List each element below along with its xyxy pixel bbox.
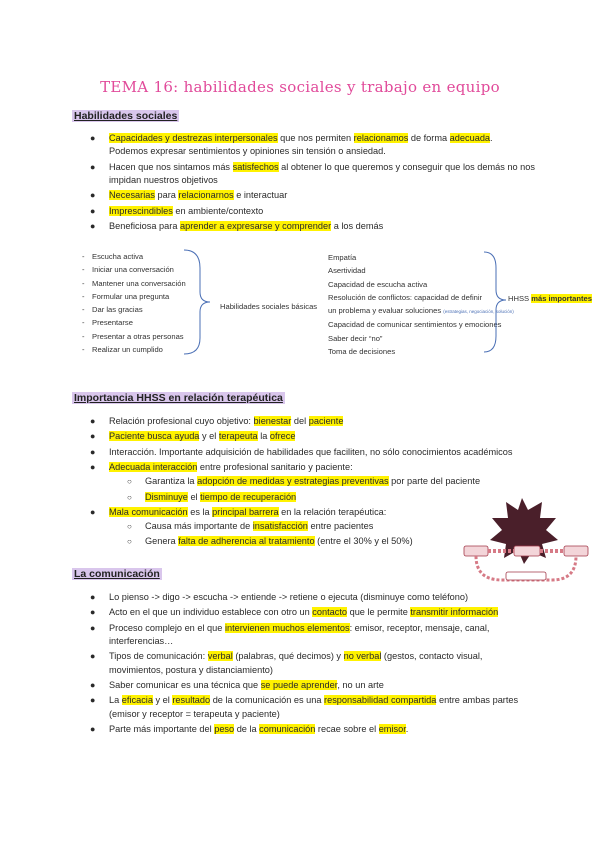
bullets-comunicacion	[90, 591, 534, 738]
list-item: - Dar las gracias	[82, 305, 143, 315]
list-item: ● Necesarias para relacionarnos e interactuar	[90, 190, 288, 201]
list-item: Empatía	[328, 253, 357, 262]
left-brace-icon	[180, 248, 220, 358]
list-item: Saber decir “no”	[328, 333, 383, 343]
basic-skills-list	[82, 250, 186, 356]
list-item: ○ Causa más importante de insatisfacción entre pacientes	[127, 521, 374, 532]
list-item: ● Relación profesional cuyo objetivo: bienestar del paciente	[90, 416, 344, 426]
section-heading-comunicacion: La comunicación	[74, 568, 160, 580]
basic-skills-label: Habilidades sociales básicas	[220, 302, 318, 311]
list-item: ○ Garantiza la adopción de medidas y estrategias preventivas por parte del paciente	[127, 476, 481, 487]
list-item: ● Imprescindibles en ambiente/contexto	[90, 205, 264, 216]
list-item: ● Acto en el que un individuo establece con otro un contacto que le permite transmitir información	[90, 607, 499, 618]
list-item: - Mantener una conversación	[82, 278, 186, 288]
list-item: ● Lo pienso -> digo -> escucha -> entiende -> retiene o ejecuta (disminuye como teléfono)	[90, 592, 469, 602]
list-item: ● Interacción. Importante adquisición de habilidades que faciliten, no sólo conocimientos académicos	[90, 446, 513, 457]
list-item: ● Mala comunicación es la principal barrera en la relación terapéutica: ○ Causa más importante de insatisfacción entre pacientes ○ Genera falta de adherencia al tratamiento (entre el 30% y el 50%)	[109, 506, 549, 549]
list-item: ● Paciente busca ayuda y el terapeuta la ofrece	[90, 431, 296, 442]
list-item: - Presentarse	[82, 318, 133, 328]
list-item: ● Parte más importante del peso de la comunicación recae sobre el emisor.	[90, 723, 409, 734]
section-heading-importancia: Importancia HHSS en relación terapéutica	[74, 392, 283, 404]
list-item: ● Adecuada interacción entre profesional sanitario y paciente: ○ Garantiza la adopción de medidas y estrategias preventivas por parte del paciente ○ Disminuye el tiempo de recuperación	[109, 461, 549, 504]
section-heading-habilidades: Habilidades sociales	[74, 110, 178, 122]
list-item: Asertividad	[328, 266, 366, 276]
list-item: Resolución de conflictos: capacidad de definir	[328, 292, 483, 302]
list-item: ● Beneficiosa para aprender a expresarse y comprender a los demás	[90, 220, 384, 231]
list-item: ● Proceso complejo en el que intervienen muchos elementos: emisor, receptor, mensaje, canal, interferencias…	[90, 622, 490, 646]
list-item: ○ Disminuye el tiempo de recuperación	[127, 491, 297, 502]
communication-diagram-icon	[462, 496, 592, 586]
list-item: ● Tipos de comunicación: verbal (palabras, qué decimos) y no verbal (gestos, contacto visual, movimientos, postura y distanciamiento)	[90, 651, 483, 675]
list-item: un problema y evaluar soluciones (estrategias, negociación, solución)	[328, 306, 514, 316]
list-item: ● Capacidades y destrezas interpersonales que nos permiten relacionamos de forma adecuada. Podemos expresar sentimientos y opiniones sin tensión o ansiedad.	[90, 133, 493, 157]
list-item: ○ Genera falta de adherencia al tratamiento (entre el 30% y el 50%)	[127, 536, 413, 547]
list-item: - Escucha activa	[82, 252, 144, 261]
list-item: - Formular una pregunta	[82, 291, 170, 301]
list-item: ● La eficacia y el resultado de la comunicación es una responsabilidad compartida entre ambas partes (emisor y receptor = terapeuta y paciente)	[90, 695, 519, 719]
important-skills-label: HHSS más importantes	[508, 294, 592, 303]
bullets-habilidades	[90, 132, 539, 235]
page-title: TEMA 16: habilidades sociales y trabajo en equipo	[100, 78, 500, 96]
list-item: ● Saber comunicar es una técnica que se puede aprender, no un arte	[90, 679, 384, 690]
right-brace-icon	[482, 250, 510, 354]
list-item: Capacidad de escucha activa	[328, 279, 428, 289]
list-item: Capacidad de comunicar sentimientos y emociones	[328, 320, 502, 330]
list-item: - Realizar un cumplido	[82, 345, 163, 355]
list-item: Toma de decisiones	[328, 347, 396, 357]
list-item: - Presentar a otras personas	[82, 331, 184, 341]
list-item: - Iniciar una conversación	[82, 265, 174, 275]
list-item: ● Hacen que nos sintamos más satisfechos al obtener lo que queremos y conseguir que los demás no nos impidan nuestros objetivos	[90, 161, 535, 185]
